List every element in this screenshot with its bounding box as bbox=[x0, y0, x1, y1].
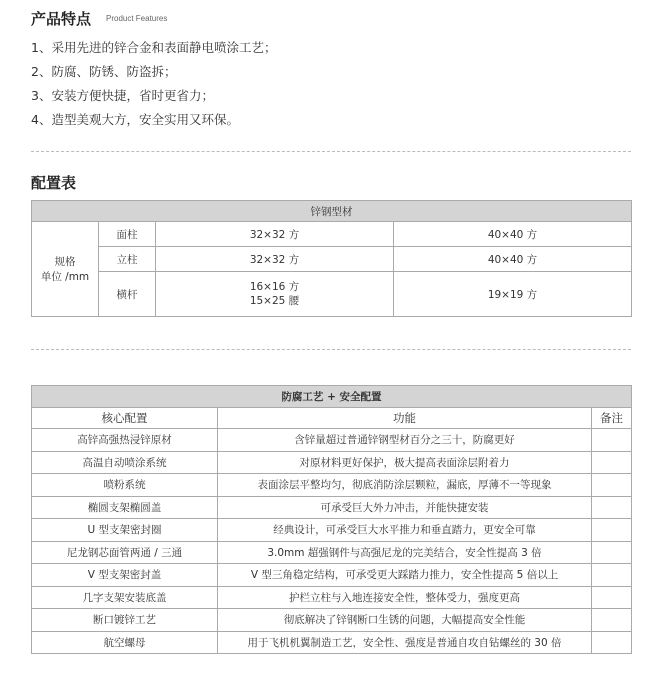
column-header: 备注 bbox=[592, 408, 632, 429]
feature-item: 3、安装方便快捷，省时更省力； bbox=[31, 88, 214, 103]
process-table bbox=[31, 385, 632, 654]
spec-unit-line: 单位 /mm bbox=[40, 271, 90, 283]
function-cell: 3.0mm 超强钢件与高强尼龙的完美结合，安全性提高 3 倍 bbox=[218, 541, 592, 564]
features-list bbox=[31, 36, 276, 132]
features-subtitle: Product Features bbox=[106, 14, 168, 23]
table-row bbox=[32, 631, 632, 654]
feature-item: 4、造型美观大方，安全实用又环保。 bbox=[31, 112, 239, 127]
core-config-cell: 椭圆支架椭圆盖 bbox=[32, 496, 218, 519]
config-row-name: 面柱 bbox=[99, 222, 156, 247]
function-cell: 用于飞机机翼制造工艺，安全性、强度是普通自攻自钻螺丝的 30 倍 bbox=[218, 631, 592, 654]
config-table bbox=[31, 200, 632, 317]
note-cell bbox=[592, 429, 632, 452]
config-cell: 32×32 方 bbox=[156, 247, 394, 272]
core-config-cell: 高温自动喷涂系统 bbox=[32, 451, 218, 474]
core-config-cell: 航空螺母 bbox=[32, 631, 218, 654]
process-title: 防腐工艺 + 安全配置 bbox=[32, 386, 632, 408]
spec-label bbox=[32, 222, 99, 317]
config-cell bbox=[156, 272, 394, 317]
function-cell: 含锌量超过普通锌钢型材百分之三十，防腐更好 bbox=[218, 429, 592, 452]
function-cell: 对原材料更好保护，极大提高表面涂层附着力 bbox=[218, 451, 592, 474]
config-cell-line: 15×25 腰 bbox=[249, 295, 300, 307]
table-row bbox=[32, 429, 632, 452]
feature-item: 1、采用先进的锌合金和表面静电喷涂工艺； bbox=[31, 40, 277, 55]
note-cell bbox=[592, 541, 632, 564]
note-cell bbox=[592, 586, 632, 609]
features-title: 产品特点 bbox=[31, 10, 92, 28]
spec-label-line: 规格 bbox=[54, 256, 76, 268]
note-cell bbox=[592, 631, 632, 654]
table-row bbox=[32, 451, 632, 474]
table-row bbox=[32, 564, 632, 587]
config-cell: 32×32 方 bbox=[156, 222, 394, 247]
core-config-cell: 几字支架安装底盖 bbox=[32, 586, 218, 609]
config-row-name: 横杆 bbox=[99, 272, 156, 317]
core-config-cell: 断口镀锌工艺 bbox=[32, 609, 218, 632]
note-cell bbox=[592, 564, 632, 587]
function-cell: 表面涂层平整均匀，彻底消防涂层颗粒，漏底，厚薄不一等现象 bbox=[218, 474, 592, 497]
core-config-cell: 高锌高强热浸锌原材 bbox=[32, 429, 218, 452]
config-cell: 19×19 方 bbox=[394, 272, 632, 317]
core-config-cell: U 型支架密封圈 bbox=[32, 519, 218, 542]
divider bbox=[31, 151, 631, 152]
config-header: 锌钢型材 bbox=[32, 201, 632, 222]
column-header: 功能 bbox=[218, 408, 592, 429]
table-row bbox=[32, 541, 632, 564]
table-row bbox=[32, 519, 632, 542]
column-header: 核心配置 bbox=[32, 408, 218, 429]
config-cell-line: 16×16 方 bbox=[249, 281, 300, 293]
function-cell: 彻底解决了锌钢断口生锈的问题，大幅提高安全性能 bbox=[218, 609, 592, 632]
function-cell: V 型三角稳定结构，可承受更大踩踏力推力，安全性提高 5 倍以上 bbox=[218, 564, 592, 587]
function-cell: 可承受巨大外力冲击，并能快捷安装 bbox=[218, 496, 592, 519]
config-row-name: 立柱 bbox=[99, 247, 156, 272]
note-cell bbox=[592, 496, 632, 519]
note-cell bbox=[592, 451, 632, 474]
note-cell bbox=[592, 519, 632, 542]
function-cell: 经典设计，可承受巨大水平推力和垂直踏力，更安全可靠 bbox=[218, 519, 592, 542]
table-row bbox=[32, 609, 632, 632]
table-row bbox=[32, 586, 632, 609]
note-cell bbox=[592, 609, 632, 632]
core-config-cell: 喷粉系统 bbox=[32, 474, 218, 497]
config-cell: 40×40 方 bbox=[394, 222, 632, 247]
feature-item: 2、防腐、防锈、防盗拆； bbox=[31, 64, 177, 79]
table-row bbox=[32, 474, 632, 497]
table-row bbox=[32, 496, 632, 519]
function-cell: 护栏立柱与入地连接安全性，整体受力，强度更高 bbox=[218, 586, 592, 609]
config-title: 配置表 bbox=[31, 174, 77, 192]
divider bbox=[31, 349, 631, 350]
core-config-cell: V 型支架密封盖 bbox=[32, 564, 218, 587]
config-cell: 40×40 方 bbox=[394, 247, 632, 272]
core-config-cell: 尼龙钢芯面管两通 / 三通 bbox=[32, 541, 218, 564]
note-cell bbox=[592, 474, 632, 497]
